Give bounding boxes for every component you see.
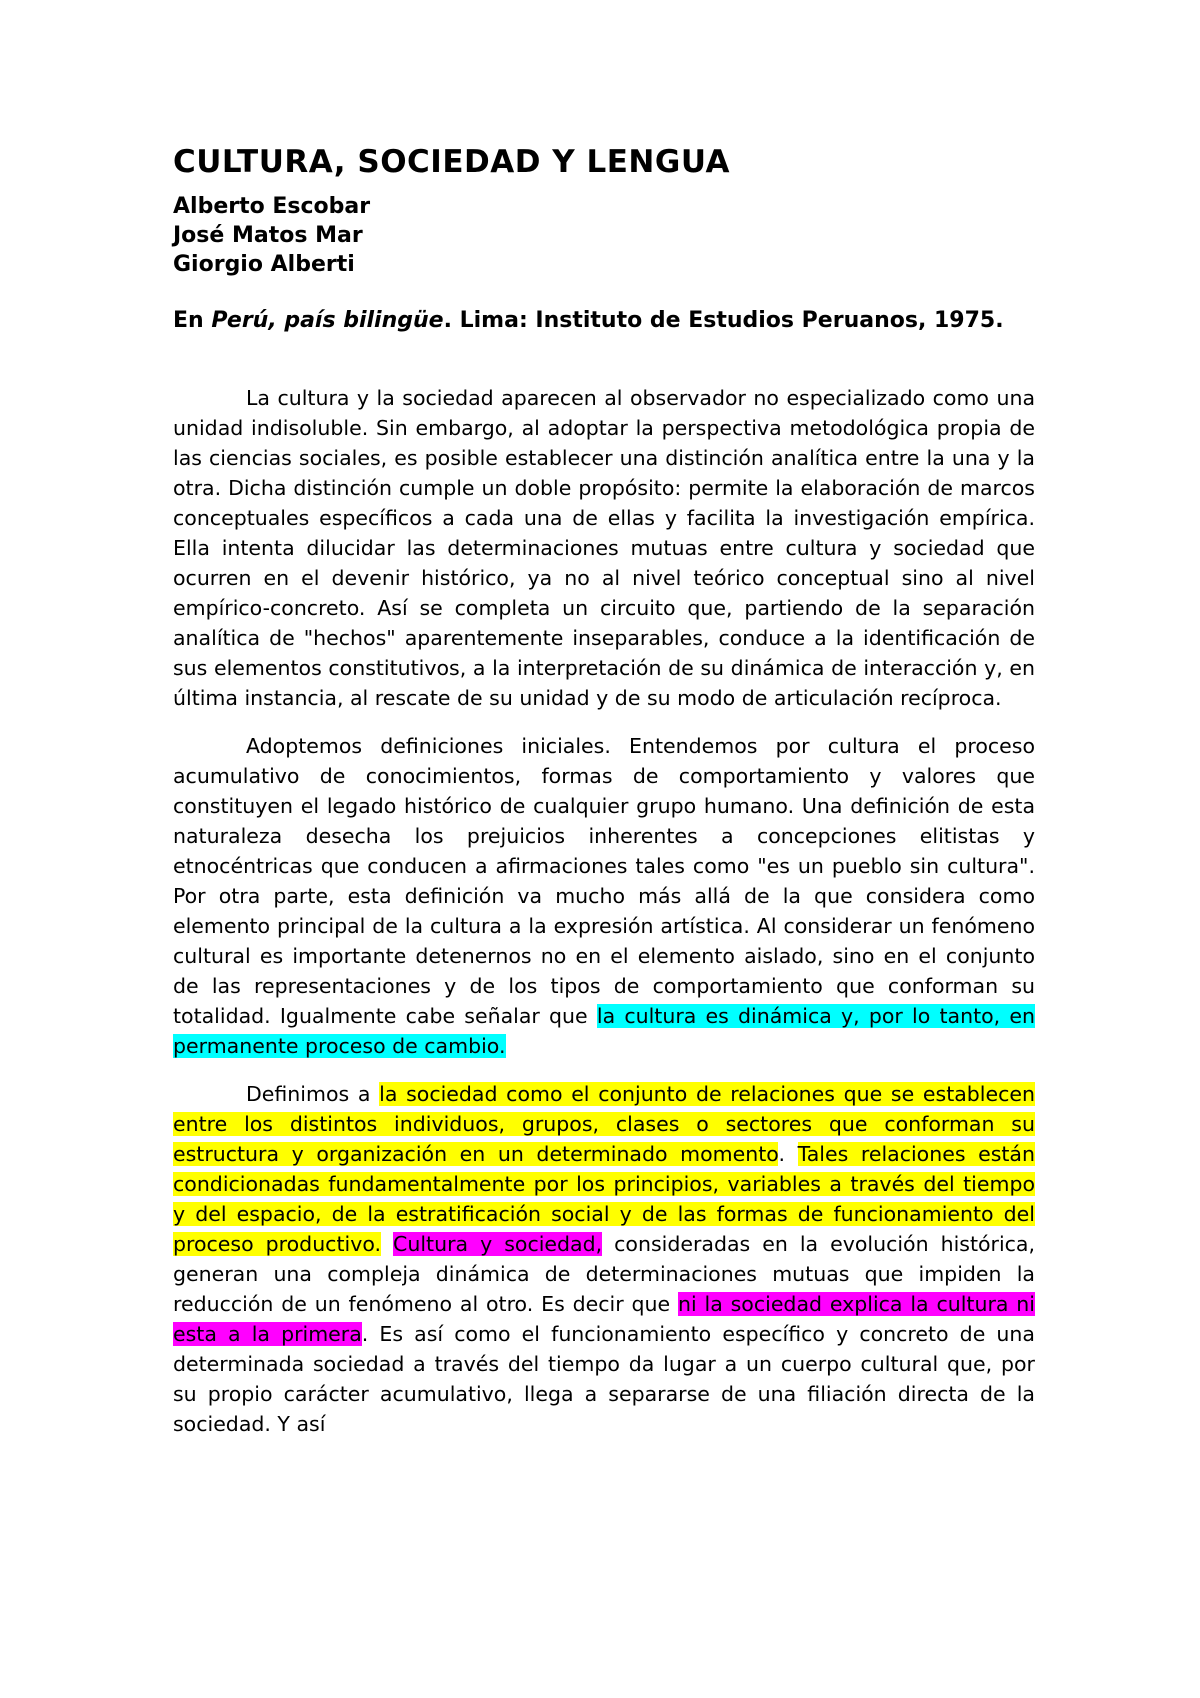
paragraph-3 <box>173 1079 1035 1439</box>
author-3: Giorgio Alberti <box>173 252 355 277</box>
author-2: José Matos Mar <box>173 223 363 248</box>
paragraph-3-end: . Es así como el funcionamiento específico y concreto de una determinada sociedad a través del tiempo da lugar a un cuerpo cultural que, por su propio carácter acumulativo, llega a separarse de una filiación directa de la sociedad. Y así <box>173 1322 1035 1436</box>
paragraph-3-space <box>381 1232 393 1256</box>
source-book-title: Perú, país bilingüe <box>211 308 444 333</box>
highlight-cyan: la cultura es dinámica y, por lo tanto, en permanente proceso de cambio. <box>173 1004 1035 1058</box>
document-page <box>173 140 1035 1457</box>
paragraph-3-dot: . <box>778 1142 798 1166</box>
source-citation <box>173 307 1035 335</box>
source-prefix: En <box>173 308 212 333</box>
highlight-magenta-2: ni la sociedad explica la cultura ni esta a la primera <box>173 1292 1035 1346</box>
paragraph-3-mid: consideradas en la evolución histórica, generan una compleja dinámica de determinaciones mutuas que impiden la reducción de un fenómeno al otro. Es decir que <box>173 1232 1036 1316</box>
paragraph-2 <box>173 731 1035 1061</box>
highlight-yellow-2: Tales relaciones están condicionadas fundamentalmente por los principios, variables a través del tiempo y del espacio, de la estratificación social y de las formas de funcionamiento del proceso productivo. <box>173 1142 1035 1256</box>
document-title: CULTURA, SOCIEDAD Y LENGUA <box>173 144 731 180</box>
author-1: Alberto Escobar <box>173 194 371 219</box>
highlight-magenta-1: Cultura y sociedad, <box>393 1232 603 1256</box>
paragraph-3-start: Definimos a <box>246 1082 380 1106</box>
paragraph-1: La cultura y la sociedad aparecen al observador no especializado como una unidad indisoluble. Sin embargo, al adoptar la perspectiva metodológica propia de las ciencias sociales, es posible establecer una distinción analítica entre la una y la otra. Dicha distinción cumple un doble propósito: permite la elaboración de marcos conceptuales específicos a cada una de ellas y facilita la investigación empírica. Ella intenta dilucidar las determinaciones mutuas entre cultura y sociedad que ocurren en el devenir histórico, ya no al nivel teórico conceptual sino al nivel empírico-concreto. Así se completa un circuito que, partiendo de la separación analítica de "hechos" aparentemente inseparables, conduce a la identificación de sus elementos constitutivos, a la interpretación de su dinámica de interacción y, en última instancia, al rescate de su unidad y de su modo de articulación recíproca. <box>173 386 1035 710</box>
paragraph-2-text: Adoptemos definiciones iniciales. Entendemos por cultura el proceso acumulativo de conocimientos, formas de comportamiento y valores que constituyen el legado histórico de cualquier grupo humano. Una definición de esta naturaleza desecha los prejuicios inherentes a concepciones elitistas y etnocéntricas que conducen a afirmaciones tales como "es un pueblo sin cultura". Por otra parte, esta definición va mucho más allá de la que considera como elemento principal de la cultura a la expresión artística. Al considerar un fenómeno cultural es importante detenernos no en el elemento aislado, sino en el conjunto de las representaciones y de los tipos de comportamiento que conforman su totalidad. Igualmente cabe señalar que <box>173 734 1035 1028</box>
source-suffix: . Lima: Instituto de Estudios Peruanos, 1975. <box>443 308 1004 333</box>
highlight-yellow-1: la sociedad como el conjunto de relaciones que se establecen entre los distintos individuos, grupos, clases o sectores que conforman su estructura y organización en un determinado momento <box>173 1082 1035 1166</box>
